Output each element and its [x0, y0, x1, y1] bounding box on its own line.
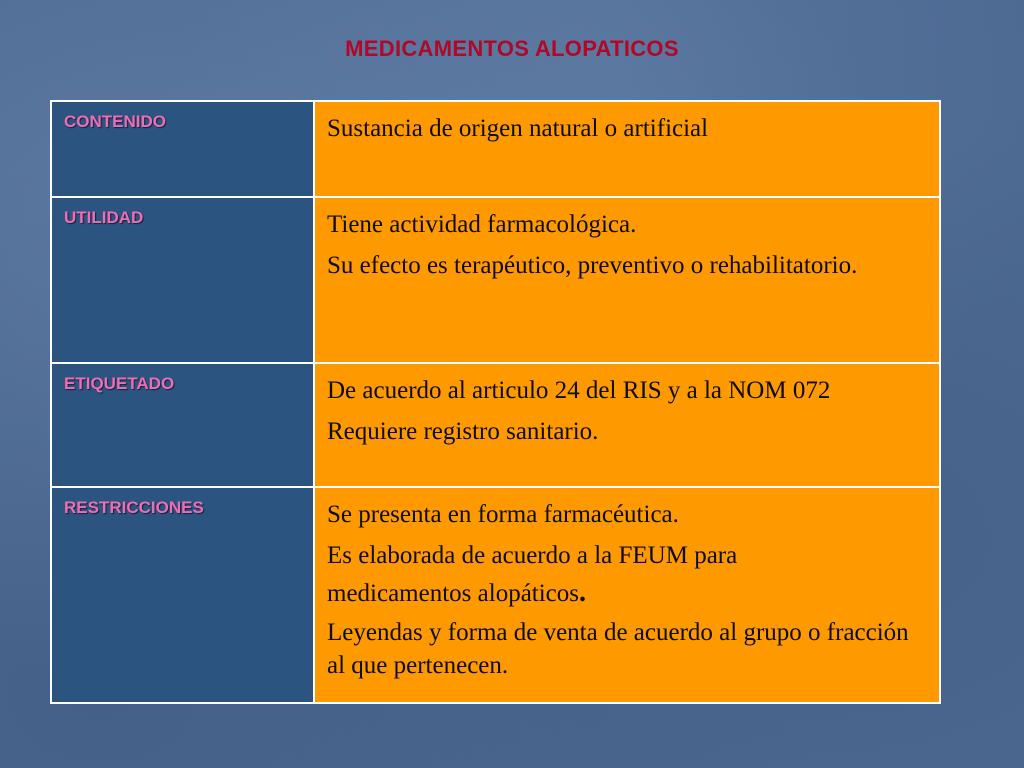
info-table — [50, 100, 941, 704]
row-content-cell — [314, 197, 940, 363]
table-row — [51, 487, 940, 703]
row-label-restricciones: RESTRICCIONES — [64, 498, 204, 517]
content-line: Leyendas y forma de venta de acuerdo al grupo o fracción al que pertenecen. — [327, 619, 909, 679]
content-line: Es elaborada de acuerdo a la FEUM para — [327, 542, 738, 569]
row-label-etiquetado: ETIQUETADO — [64, 374, 175, 393]
table-row — [51, 363, 940, 487]
row-label-cell — [51, 487, 314, 703]
row-content-cell — [314, 363, 940, 487]
content-line: Tiene actividad farmacológica. — [327, 211, 637, 238]
content-text: medicamentos alopáticos — [327, 580, 580, 607]
row-content-cell — [314, 487, 940, 703]
row-label-cell — [51, 363, 314, 487]
table-row — [51, 197, 940, 363]
slide-title: MEDICAMENTOS ALOPATICOS — [345, 36, 679, 61]
content-line: Su efecto es terapéutico, preventivo o rehabilitatorio. — [327, 252, 858, 279]
row-label-utilidad: UTILIDAD — [64, 208, 144, 227]
row-label-cell — [51, 197, 314, 363]
content-line: Requiere registro sanitario. — [327, 418, 599, 445]
row-content-cell — [314, 101, 940, 197]
content-line-emphasis — [327, 576, 925, 610]
content-line: De acuerdo al articulo 24 del RIS y a la NOM 072 — [327, 377, 831, 404]
row-label-contenido: CONTENIDO — [64, 112, 166, 131]
emphasis-period: . — [579, 577, 587, 608]
content-line: Sustancia de origen natural o artificial — [327, 115, 709, 142]
table-row — [51, 101, 940, 197]
content-line: Se presenta en forma farmacéutica. — [327, 501, 679, 528]
row-label-cell — [51, 101, 314, 197]
